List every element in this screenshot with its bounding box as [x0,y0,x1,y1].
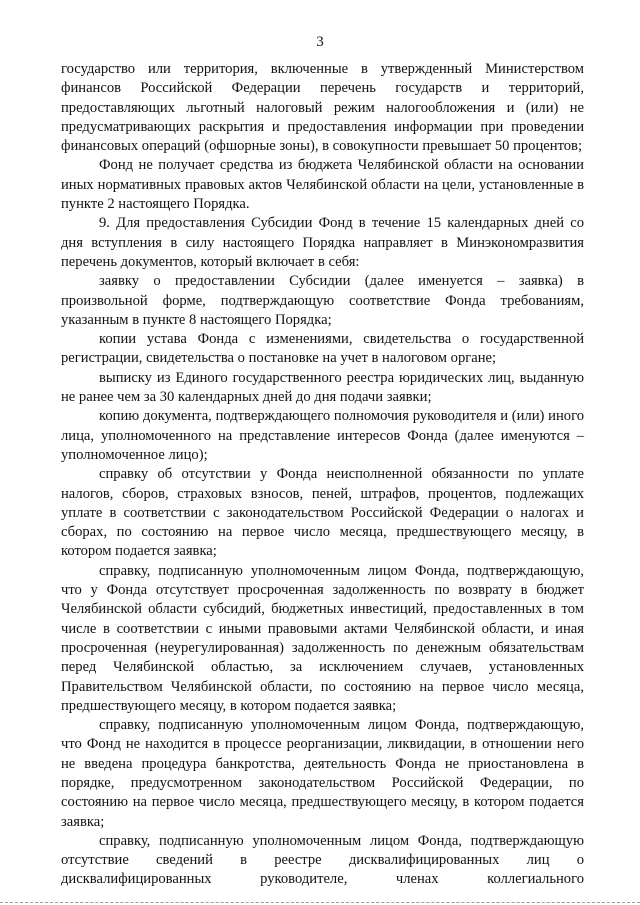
paragraph: копии устава Фонда с изменениями, свидетельства о государственной регистрации, свидетельства о постановке на учет в налоговом органе; [61,331,584,367]
paragraph: справку об отсутствии у Фонда неисполненной обязанности по уплате налогов, сборов, страховых взносов, пеней, штрафов, процентов, подлежащих уплате в соответствии с законодательством Российской Федерации о налогах и сборах, по состоянию на первое число месяца, предшествующего месяцу, в котором подается заявка; [61,466,584,560]
paragraph: выписку из Единого государственного реестра юридических лиц, выданную не ранее чем за 30 календарных дней до дня подачи заявки; [61,369,584,406]
paragraph: копию документа, подтверждающего полномочия руководителя и (или) иного лица, уполномоченного на представление интересов Фонда (далее именуются – уполномоченное лицо); [61,408,584,463]
paragraph: справку, подписанную уполномоченным лицом Фонда, подтверждающую отсутствие сведений в реестре дисквалифицированных лиц о дисквалифицированных руководителе, членах коллегиального [61,832,584,888]
paragraph: Фонд не получает средства из бюджета Челябинской области на основании иных нормативных правовых актов Челябинской области на цели, установленные в пункте 2 настоящего Порядка. [61,157,584,213]
paragraph: справку, подписанную уполномоченным лицом Фонда, подтверждающую, что у Фонда отсутствует просроченная задолженность по возврату в бюджет Челябинской области субсидий, бюджетных инвестиций, предоставленных в том числе в соответствии с иными правовыми актами Челябинской области, и иная просроченная (неурегулированная) задолженность по денежным обязательствам перед Челябинской областью, за исключением случаев, установленных Правительством Челябинской области, по состоянию на первое число месяца, предшествующего месяцу, в котором подается заявка; [61,562,584,714]
paragraph: заявку о предоставлении Субсидии (далее именуется – заявка) в произвольной форме, подтверждающую соответствие Фонда требованиям, указанным в пункте 8 настоящего Порядка; [61,273,584,328]
paragraph: справку, подписанную уполномоченным лицом Фонда, подтверждающую, что Фонд не находится в процессе реорганизации, ликвидации, в отношении него не введена процедура банкротства, деятельность Фонда не приостановлена в порядке, предусмотренном законодательством Российской Федерации, по состоянию на первое число месяца, предшествующего месяцу, в котором подается заявка; [61,717,584,830]
page-bottom-edge [0,902,640,903]
paragraph: 9. Для предоставления Субсидии Фонд в течение 15 календарных дней со дня вступления в силу настоящего Порядка направляет в Минэкономразвития перечень документов, который включает в себя: [61,215,584,270]
paragraph: государство или территория, включенные в утвержденный Министерством финансов Российской Федерации перечень государств и территорий, предоставляющих льготный налоговый режим налогообложения и (или) не предусматривающих раскрытия и предоставления информации при проведении финансовых операций (офшорные зоны), в совокупности превышает 50 процентов; [61,61,584,155]
document-body [61,60,584,890]
page-number: 3 [316,34,324,50]
